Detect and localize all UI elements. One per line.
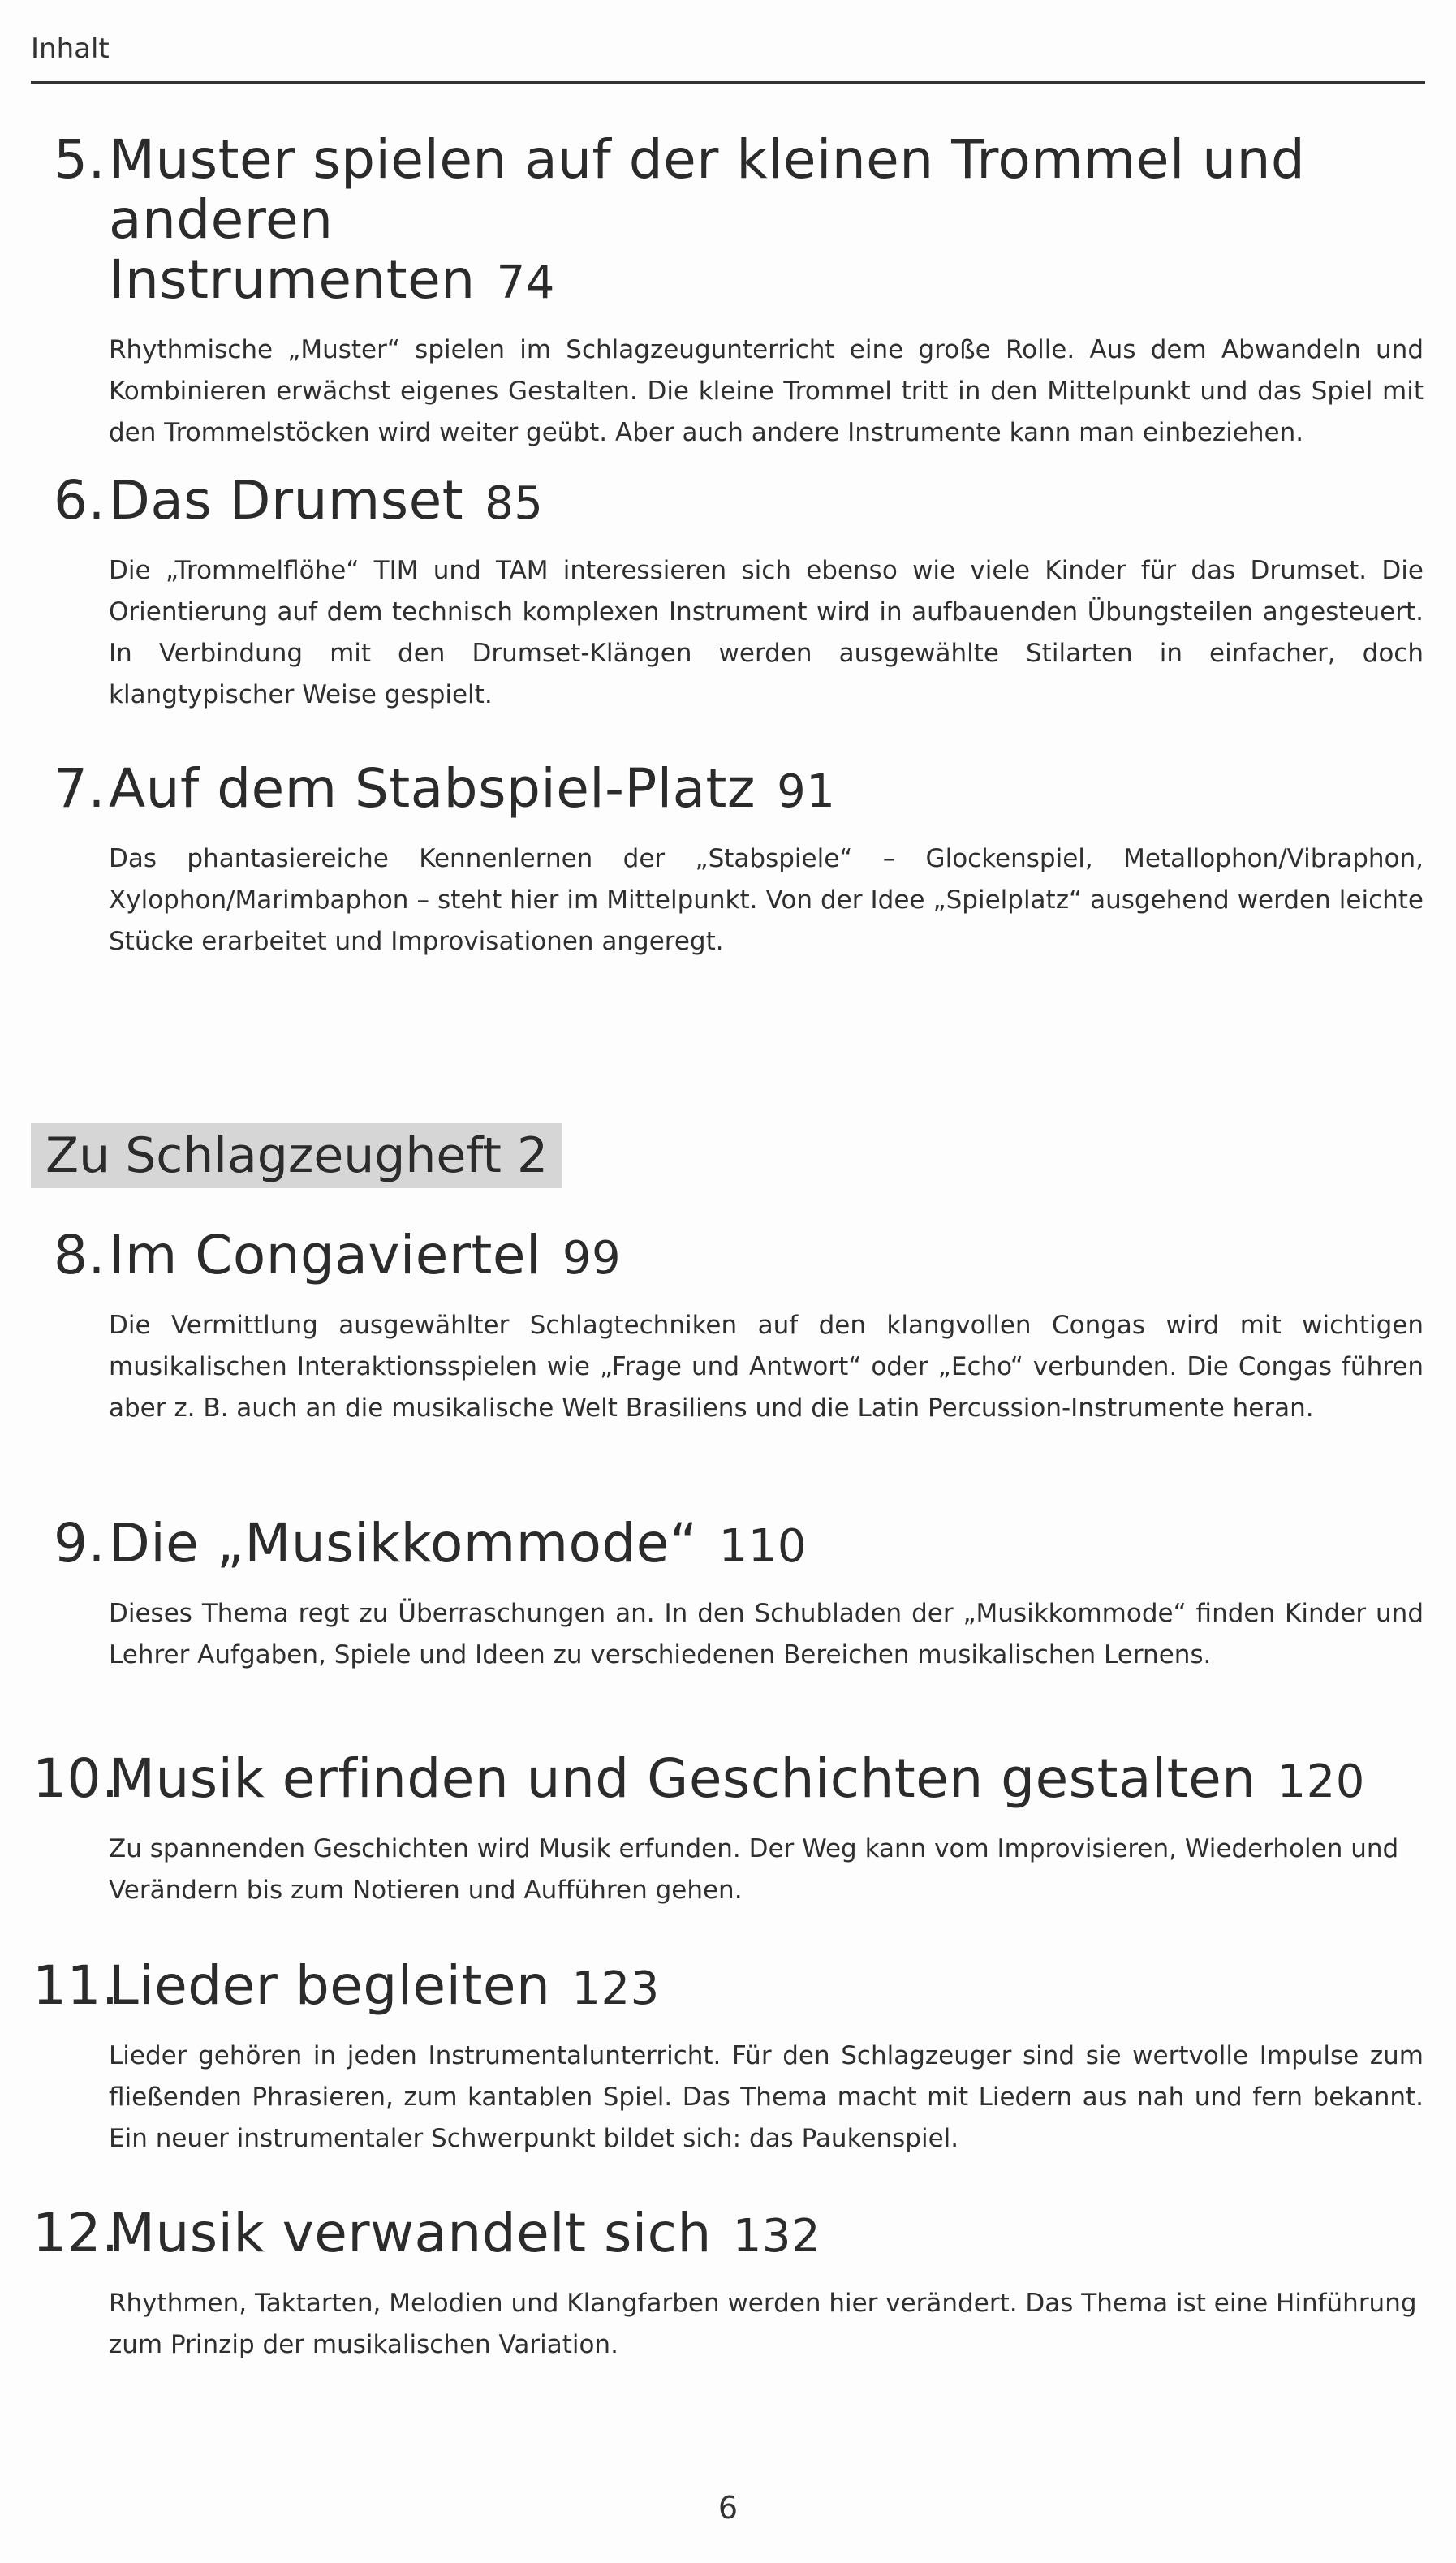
entry-number: 7. [54, 757, 106, 820]
section-banner: Zu Schlagzeugheft 2 [31, 1123, 562, 1188]
running-header: Inhalt [31, 32, 110, 65]
entry-heading: Im Congaviertel [109, 1224, 541, 1286]
entry-title [49, 130, 1424, 250]
toc-entry-10 [32, 1747, 1424, 1911]
entry-heading-line2: Instrumenten [109, 248, 476, 311]
entry-page-number: 85 [485, 477, 544, 530]
toc-entry-12 [32, 2202, 1424, 2366]
entry-heading: Lieder begleiten [109, 1954, 551, 2017]
entry-number: 9. [54, 1512, 106, 1574]
toc-entry-9 [49, 1514, 1424, 1676]
toc-entry-7 [49, 759, 1424, 963]
entry-page-number: 99 [562, 1232, 622, 1285]
entry-title [49, 1226, 1424, 1289]
entry-number: 11. [32, 1954, 119, 2017]
entry-heading: Das Drumset [109, 469, 464, 532]
entry-title [49, 759, 1424, 822]
entry-description: Rhythmen, Taktarten, Melodien und Klangfarben werden hier verändert. Das Thema ist eine Hinführung zum Prinzip der musikalischen Variation. [109, 2289, 1417, 2359]
entry-title [49, 1514, 1424, 1577]
toc-entry-11 [32, 1954, 1424, 2160]
entry-number: 10. [32, 1747, 119, 1810]
toc-entry-5 [49, 130, 1424, 454]
entry-heading: Muster spielen auf der kleinen Trommel und anderen [109, 128, 1306, 251]
entry-number: 12. [32, 2202, 119, 2264]
entry-heading: Musik erfinden und Geschichten gestalten [109, 1747, 1256, 1810]
entry-description: Zu spannenden Geschichten wird Musik erfunden. Der Weg kann vom Improvisieren, Wiederholen und Verändern bis zum Notieren und Aufführen gehen. [109, 1834, 1399, 1905]
entry-description: Die Vermittlung ausgewählter Schlagtechniken auf den klangvollen Congas wird mit wichtigen musikalischen Interaktionsspielen wie „Frage und Antwort“ oder „Echo“ verbunden. Die Congas führen aber z. B. auch an die musikalische Welt Brasiliens und die Latin Percussion-Instrumente heran. [109, 1311, 1424, 1423]
entry-description: Die „Trommelflöhe“ TIM und TAM interessieren sich ebenso wie viele Kinder für das Drumset. Die Orientierung auf dem technisch komplexen Instrument wird in aufbauenden Übungsteilen angesteuert. In Verbindung mit den Drumset-Klängen werden ausgewählte Stilarten in einfacher, doch klangtypischer Weise gespielt. [109, 556, 1424, 709]
entry-number: 8. [54, 1224, 106, 1286]
entry-title [32, 2202, 1424, 2267]
entry-page-number: 110 [718, 1520, 807, 1573]
entry-heading: Auf dem Stabspiel-Platz [109, 757, 756, 820]
entry-page-number: 91 [777, 765, 836, 818]
entry-title [32, 1954, 1424, 2019]
entry-title [49, 471, 1424, 534]
entry-title [32, 1747, 1424, 1812]
entry-description: Das phantasiereiche Kennenlernen der „Stabspiele“ – Glockenspiel, Metallophon/Vibraphon, Xylophon/Marimbaphon – steht hier im Mittelpunkt. Von der Idee „Spielplatz“ ausgehend werden leichte Stücke erarbeitet und Improvisationen angeregt. [109, 844, 1424, 956]
entry-description: Rhythmische „Muster“ spielen im Schlagzeugunterricht eine große Rolle. Aus dem Abwandeln und Kombinieren erwächst eigenes Gestalten. Die kleine Trommel tritt in den Mittelpunkt und das Spiel mit den Trommelstöcken wird weiter geübt. Aber auch andere Instrumente kann man einbeziehen. [109, 335, 1424, 447]
entry-page-number: 123 [571, 1962, 660, 2015]
entry-page-number: 74 [496, 256, 555, 309]
entry-description: Dieses Thema regt zu Überraschungen an. In den Schubladen der „Musikkommode“ finden Kinder und Lehrer Aufgaben, Spiele und Ideen zu verschiedenen Bereichen musikalischen Lernens. [109, 1599, 1424, 1669]
entry-page-number: 120 [1277, 1755, 1365, 1808]
header-rule [31, 81, 1425, 84]
entry-heading: Musik verwandelt sich [109, 2202, 712, 2264]
toc-entry-6 [49, 471, 1424, 716]
entry-number: 6. [54, 469, 106, 532]
page-number: 6 [717, 2490, 739, 2526]
entry-page-number: 132 [732, 2210, 821, 2263]
entry-title-continued [49, 250, 1424, 313]
toc-entry-8 [49, 1226, 1424, 1429]
entry-number: 5. [54, 128, 106, 191]
entry-description: Lieder gehören in jeden Instrumentalunterricht. Für den Schlagzeuger sind sie wertvolle Impulse zum fließenden Phrasieren, zum kantablen Spiel. Das Thema macht mit Liedern aus nah und fern bekannt. Ein neuer instrumentaler Schwerpunkt bildet sich: das Paukenspiel. [109, 2041, 1424, 2153]
entry-heading: Die „Musikkommode“ [109, 1512, 698, 1574]
